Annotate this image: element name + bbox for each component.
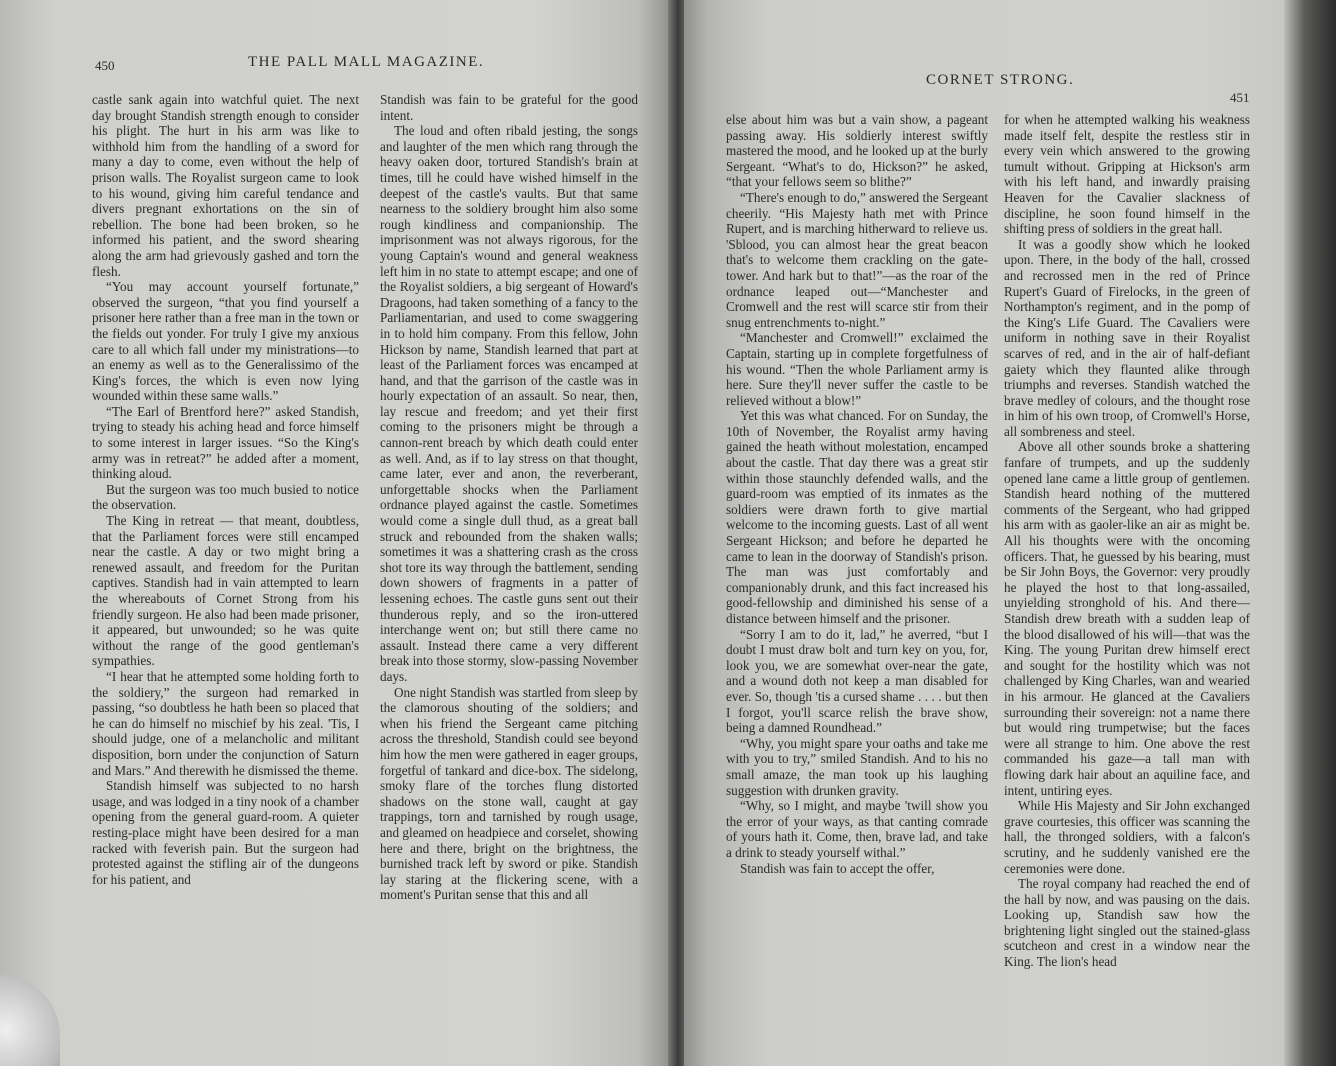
paragraph: for when he attempted walking his weakness made itself felt, despite the restless stir in every vein which answered to the growing tumult without. Gripping at Hickson's arm with his left hand, and inwardly praising Heaven for the Cavalier slackness of discipline, he soon found himself in the shifting press of soldiers in the great hall. [1004,112,1250,237]
paragraph: Yet this was what chanced. For on Sunday, the 10th of November, the Royalist army having gained the heath without molestation, encamped about the castle. That day there was a great stir within those staunchly defended walls, and the guard-room was emptied of its inmates as the soldiers were drawn forth to give martial welcome to the incoming guests. Last of all went Sergeant Hickson; and before he departed he came to lean in the doorway of Standish's prison. The man was just comfortably and companionably drunk, and this fact increased his good-fellowship and diminished his sense of a distance between himself and the prisoner. [726,408,988,626]
right-running-head: CORNET STRONG. [926,72,1075,88]
paragraph: But the surgeon was too much busied to notice the observation. [92,481,359,513]
paragraph: It was a goodly show which he looked upon. There, in the body of the hall, crossed and recrossed men in the red of Prince Rupert's Guard of Firelocks, in the green of Northampton's regiment, and in the pomp of the King's Life Guard. The Cavaliers were uniform in nothing save in their Royalist scarves of red, and in the air of half-defiant gaiety which they flaunted alike through triumphs and reverses. Standish watched the brave medley of colours, and the thought rose in him of his own troop, of Cromwell's Horse, all sombreness and steel. [1004,236,1250,439]
paragraph: One night Standish was startled from sleep by the clamorous shouting of the soldiers; and when his friend the Sergeant came pitching across the threshold, Standish could see beyond him how the men were gathered in eager groups, forgetful of tankard and dice-box. The sidelong, smoky flare of the torches flung distorted shadows on the stone wall, caught at gay trappings, torn and tarnished by rough usage, and gleamed on headpiece and corselet, showing here and there, bright on the brightness, the burnished track left by sword or pike. Standish lay staring at the flickering scene, with a moment's Puritan sense that this and all [380,684,638,903]
paragraph: “The Earl of Brentford here?” asked Standish, trying to steady his aching head and force himself to some interest in larger issues. “So the King's army was in retreat?” he added after a moment, thinking aloud. [92,403,359,482]
paragraph: castle sank again into watchful quiet. The next day brought Standish strength enough to consider his plight. The hurt in his arm was like to withhold him from the handling of a sword for many a day to come, even without the help of prison walls. The Royalist surgeon came to look to his wound, giving him careful tendance and divers pregnant exhortations on the sin of rebellion. The bone had been broken, so he informed his patient, and the sword shearing along the arm had grievously gashed and torn the flesh. [92,92,359,279]
page-edge [1284,0,1336,1066]
paragraph: The royal company had reached the end of the hall by now, and was pausing on the dais. Looking up, Standish saw how the brightening light singled out the stained-glass scutcheon and crest in a window near the King. The lion's head [1004,876,1250,970]
right-column-2 [1004,112,1250,970]
paragraph: The King in retreat — that meant, doubtless, that the Parliament forces were still encamped near the castle. A day or two might bring a renewed assault, and freedom for the Puritan captives. Standish had in vain attempted to learn the whereabouts of Cornet Strong from his friendly surgeon. He also had been made prisoner, it appeared, but unwounded; so he was quite without the range of the good gentleman's sympathies. [92,513,359,669]
right-column-1 [726,112,988,876]
paragraph: Standish was fain to accept the offer, [740,860,935,876]
paragraph: Above all other sounds broke a shattering fanfare of trumpets, and up the suddenly opened lane came a little group of gentlemen. Standish heard nothing of the muttered comments of the Sergeant, who had gripped his arm with as gaoler-like an air as might be. All his thoughts were with the oncoming officers. That, he guessed by his bearing, must be Sir John Boys, the Governor: very proudly he played the host to that long-assailed, unyielding stronghold of his. And there—Standish drew breath with a sudden leap of the blood disallowed of his will—that was the King. The young Puritan drew himself erect and sought for the hostility which was not challenged by King Charles, wan and wearied in his armour. He glanced at the Cavaliers surrounding their sovereign: not a name there but would ring trumpetwise; but the faces were all strange to him. One above the rest commanded his gaze—a tall man with flowing dark hair about an aquiline face, and intent, untiring eyes. [1004,439,1250,798]
paragraph: “Why, you might spare your oaths and take me with you to try,” smiled Standish. And to his no small amaze, the man took up his laughing suggestion with drunken gravity. [726,735,988,798]
left-page-number: 450 [95,58,115,73]
paragraph: else about him was but a vain show, a pageant passing away. His soldierly interest swiftly mastered the mood, and he looked up at the burly Sergeant. “What's to do, Hickson?” he asked, “that your fellows seem so blithe?” [726,112,988,190]
left-column-2 [380,92,638,903]
paragraph: Standish was fain to be grateful for the good intent. [380,92,638,123]
paragraph: While His Majesty and Sir John exchanged grave courtesies, this officer was scanning the hall, the thronged soldiers, with a falcon's scrutiny, and he suddenly vanished ere the ceremonies were done. [1004,798,1250,876]
paragraph: Standish himself was subjected to no harsh usage, and was lodged in a tiny nook of a chamber opening from the general guard-room. A quieter resting-place might have been desired for a man racked with feverish pain. But the surgeon had protested against the stifling air of the dungeons for his patient, and [92,778,359,887]
right-page-number: 451 [1230,90,1250,105]
paragraph: “Why, so I might, and maybe 'twill show you the error of your ways, as that canting comrade of yours hath it. Come, then, brave lad, and take a drink to steady yourself withal.” [726,798,988,860]
paragraph: “There's enough to do,” answered the Sergeant cheerily. “His Majesty hath met with Prince Rupert, and is marching hitherward to relieve us. 'Sblood, you can almost hear the great beacon that's to welcome them crackling on the gate-tower. And hark but to that!”—as the roar of the ordnance leaped out—“Manchester and Cromwell and the rest will scarce stir from their snug entrenchments to-night.” [726,189,988,330]
right-page [684,0,1284,1066]
paragraph: “I hear that he attempted some holding forth to the soldiery,” the surgeon had remarked in passing, “so doubtless he hath been so placed that he can do himself no mischief by his zeal. 'Tis, I should judge, one of a melancholic and militant disposition, born under the conjunction of Saturn and Mars.” And therewith he dismissed the theme. [92,668,359,778]
paragraph: The loud and often ribald jesting, the songs and laughter of the men which rang through the heavy oaken door, tortured Standish's brain at times, till he could have wished himself in the deepest of the castle's vaults. But that same nearness to the soldiery brought him also some rough kindliness and companionship. The imprisonment was not always rigorous, for the young Captain's wound and general weakness left him in no state to attempt escape; and one of the Royalist soldiers, a big sergeant of Howard's Dragoons, had taken something of a fancy to the Parliamentarian, and used to come swaggering in to hold him company. From this fellow, John Hickson by name, Standish learned that part at least of the Parliament forces was encamped at hand, and that the garrison of the castle was in hourly expectation of an assault. So near, then, lay rescue and freedom; and yet their first coming to the prisoners might be through a cannon-rent breach by which death could enter as well. And, as if to lay stress on that thought, came later, ever and anon, the reverberant, unforgettable shocks when the Parliament ordnance played against the castle. Sometimes would come a single dull thud, as a great ball struck and rebounded from the shaken walls; sometimes it was a shattering crash as the cross shot tore its way through the battlement, sending down showers of fragments in a patter of lessening echoes. The castle guns sent out their thunderous reply, and so the iron-uttered interchange went on; but still there came no assault. Instead there came a very different break into those stormy, slow-passing November days. [380,123,638,684]
left-column-1 [92,92,359,887]
paragraph: “Sorry I am to do it, lad,” he averred, “but I doubt I must draw bolt and turn key on you, for, look you, we are somewhat over-near the gate, and a wound doth not keep a man disabled for ever. So, though 'tis a cursed shame . . . . but then I forgot, you'll scarce relish the brave show, being a damned Roundhead.” [726,626,988,736]
paragraph: “Manchester and Cromwell!” exclaimed the Captain, starting up in complete forgetfulness of his wound. “Then the whole Parliament army is here. Sure they'll never suffer the castle to be relieved without a blow!” [726,330,988,408]
paragraph: “You may account yourself fortunate,” observed the surgeon, “that you find yourself a prisoner here rather than a free man in the town or the fields out yonder. For truly I give my anxious care to all which fall under my ministrations—to an enemy as well as to the Generalissimo of the King's forces, the which is even now lying wounded within these same walls.” [92,279,359,404]
left-running-head: THE PALL MALL MAGAZINE. [248,54,485,70]
